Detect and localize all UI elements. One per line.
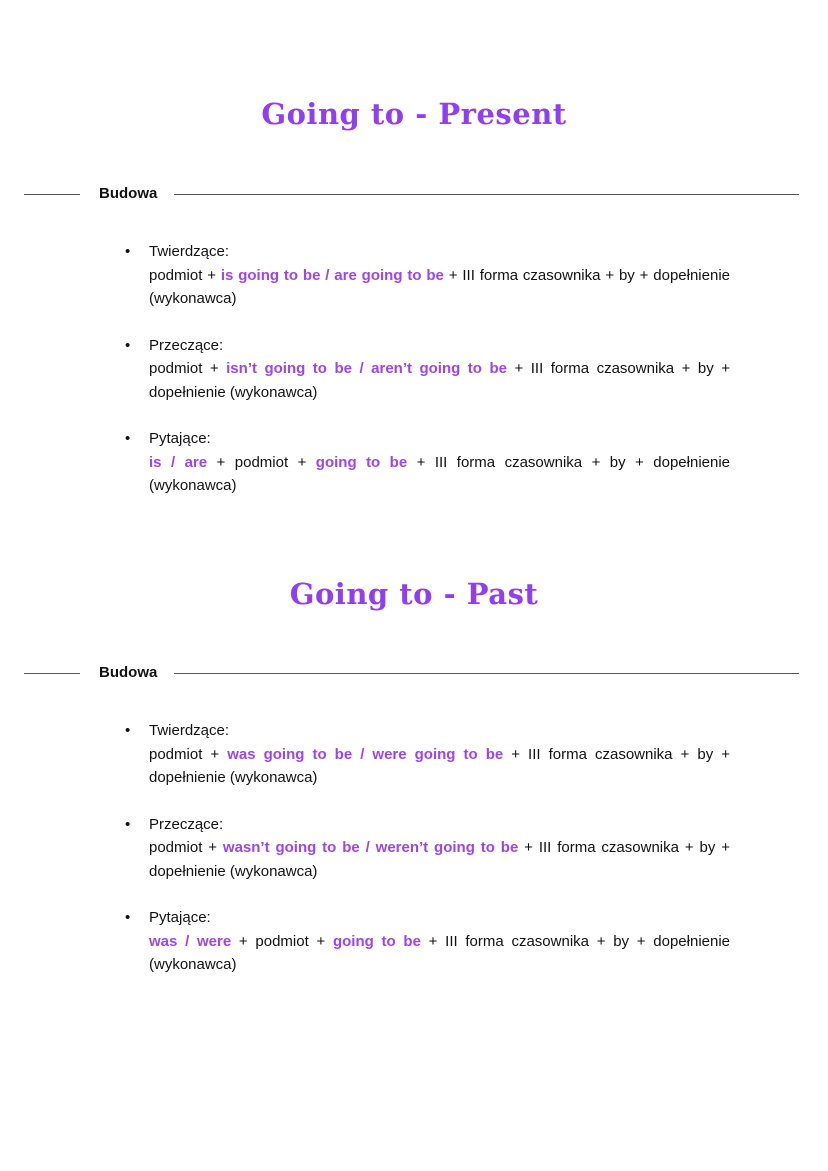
- list-item: [125, 719, 730, 790]
- formula-highlight: wasn’t going to be / weren’t going to be: [222, 839, 519, 856]
- formula-text: + III forma czasownika + by + dopełnienie (wykonawca): [149, 360, 730, 401]
- formula-text: + III forma czasownika + by + dopełnienie (wykonawca): [149, 266, 731, 307]
- list-item: [125, 813, 730, 884]
- formula-highlight: going to be: [315, 453, 408, 471]
- formula-highlight: isn’t going to be / aren’t going to be: [226, 360, 507, 377]
- formula-text: podmiot +: [149, 839, 223, 856]
- heading-label: Budowa: [99, 185, 158, 202]
- formula-text: + III forma czasownika + by + dopełnienie (wykonawca): [149, 839, 730, 880]
- formula-text: + podmiot +: [231, 932, 333, 950]
- item-label: Pytające:: [149, 430, 211, 447]
- formula-text: podmiot +: [149, 745, 228, 763]
- formula-text: + III forma czasownika + by + dopełnienie (wykonawca): [149, 932, 731, 973]
- formula-highlight: was going to be / were going to be: [227, 745, 504, 763]
- rules-list-present: [125, 240, 730, 521]
- formula-text: podmiot +: [149, 266, 221, 284]
- formula-text: podmiot +: [149, 360, 227, 377]
- item-formula: [149, 836, 730, 883]
- item-label: Przeczące:: [149, 815, 224, 833]
- bullet-icon: •: [125, 815, 131, 833]
- bullet-icon: •: [125, 909, 131, 926]
- formula-text: + III forma czasownika + by + dopełnienie (wykonawca): [149, 453, 731, 494]
- bullet-icon: •: [125, 336, 131, 354]
- divider-left: [24, 673, 80, 674]
- item-formula: [149, 357, 730, 404]
- item-formula: [149, 451, 730, 498]
- divider-left: [24, 194, 80, 195]
- divider-right: [174, 673, 799, 674]
- list-item: [125, 427, 730, 498]
- bullet-icon: •: [125, 243, 131, 260]
- list-item: [125, 906, 730, 977]
- section-heading-past: [24, 663, 799, 683]
- item-label: Twierdzące:: [149, 243, 230, 260]
- section-title-past: Going to - Past: [289, 577, 539, 611]
- formula-highlight: is going to be / are going to be: [220, 266, 444, 284]
- bullet-icon: •: [125, 430, 131, 447]
- item-label: Przeczące:: [149, 336, 224, 354]
- section-title-present: Going to - Present: [261, 97, 567, 131]
- divider-right: [174, 194, 799, 195]
- formula-highlight: is / are: [149, 453, 208, 471]
- list-item: [125, 240, 730, 311]
- formula-highlight: going to be: [332, 932, 421, 950]
- list-item: [125, 334, 730, 405]
- item-formula: [149, 264, 730, 311]
- rules-list-past: [125, 719, 730, 1000]
- item-formula: [149, 743, 730, 790]
- formula-text: + podmiot +: [207, 453, 316, 471]
- formula-highlight: was / were: [149, 932, 232, 950]
- item-formula: [149, 930, 730, 977]
- heading-label: Budowa: [99, 664, 158, 681]
- item-label: Twierdzące:: [149, 722, 230, 739]
- formula-text: + III forma czasownika + by + dopełnienie (wykonawca): [149, 745, 730, 786]
- section-heading-present: [24, 184, 799, 204]
- bullet-icon: •: [125, 722, 131, 739]
- item-label: Pytające:: [149, 909, 211, 926]
